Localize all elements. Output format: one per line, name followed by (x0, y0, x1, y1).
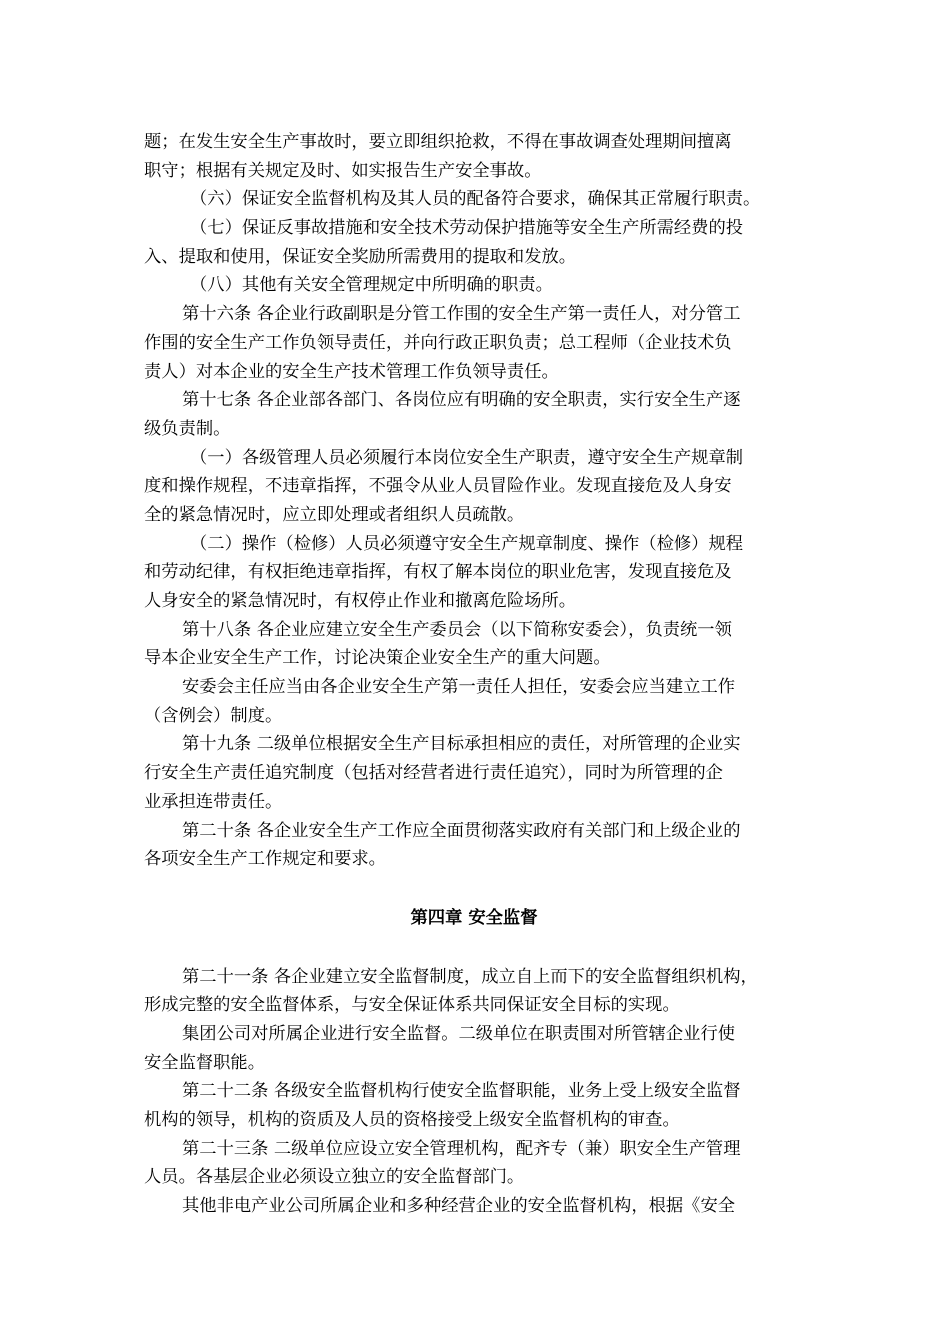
text-line: 责人）对本企业的安全生产技术管理工作负领导责任。 (144, 361, 559, 382)
chapter-heading: 第四章 安全监督 (410, 907, 538, 928)
text-line: 其他非电产业公司所属企业和多种经营企业的安全监督机构，根据《安全 (182, 1196, 736, 1217)
text-line: 级负责制。 (144, 418, 231, 439)
document-page (144, 128, 804, 1221)
text-line: 第十八条 各企业应建立安全生产委员会（以下简称安委会），负责统一领 (182, 619, 732, 640)
text-line: 作围的安全生产工作负领导责任，并向行政正职负责；总工程师（企业技术负 (144, 332, 732, 353)
text-line: 业承担连带责任。 (144, 791, 283, 812)
text-line: 入、提取和使用，保证安全奖励所需费用的提取和发放。 (144, 246, 577, 267)
text-line: 第二十一条 各企业建立安全监督制度，成立自上而下的安全监督组织机构， (182, 966, 758, 987)
text-line: 各项安全生产工作规定和要求。 (144, 849, 386, 870)
text-line: 形成完整的安全监督体系，与安全保证体系共同保证安全目标的实现。 (144, 995, 680, 1016)
paragraph-block-1 (144, 128, 804, 874)
text-line: 第二十条 各企业安全生产工作应全面贯彻落实政府有关部门和上级企业的 (182, 820, 741, 841)
text-line: （七）保证反事故措施和安全技术劳动保护措施等安全生产所需经费的投 (190, 218, 744, 239)
text-line: 职守；根据有关规定及时、如实报告生产安全事故。 (144, 160, 542, 181)
text-line: 机构的领导，机构的资质及人员的资格接受上级安全监督机构的审查。 (144, 1110, 680, 1130)
text-line: 度和操作规程，不违章指挥，不强令从业人员冒险作业。发现直接危及人身安 (144, 476, 732, 497)
text-line: 集团公司对所属企业进行安全监督。二级单位在职责围对所管辖企业行使 (182, 1023, 736, 1044)
text-line: （二）操作（检修）人员必须遵守安全生产规章制度、操作（检修）规程 (190, 533, 744, 554)
text-line: （八）其他有关安全管理规定中所明确的职责。 (190, 275, 553, 296)
text-line: 人身安全的紧急情况时，有权停止作业和撤离危险场所。 (144, 591, 577, 611)
text-line: 第二十二条 各级安全监督机构行使安全监督职能，业务上受上级安全监督 (182, 1081, 741, 1102)
paragraph-block-2 (144, 963, 804, 1221)
text-line: （一）各级管理人员必须履行本岗位安全生产职责，遵守安全生产规章制 (190, 447, 744, 468)
text-line: （含例会）制度。 (144, 705, 283, 726)
text-line: 行安全生产责任追究制度（包括对经营者进行责任追究），同时为所管理的企 (144, 763, 723, 784)
text-line: 安委会主任应当由各企业安全生产第一责任人担任，安委会应当建立工作 (182, 677, 736, 698)
text-line: 导本企业安全生产工作，讨论决策企业安全生产的重大问题。 (144, 648, 611, 669)
text-line: 第十九条 二级单位根据安全生产目标承担相应的责任，对所管理的企业实 (182, 734, 741, 755)
text-line: 全的紧急情况时，应立即处理或者组织人员疏散。 (144, 504, 525, 525)
text-line: 安全监督职能。 (144, 1052, 265, 1073)
text-line: 题；在发生安全生产事故时，要立即组织抢救，不得在事故调查处理期间擅离 (144, 132, 732, 152)
text-line: 第二十三条 二级单位应设立安全管理机构，配齐专（兼）职安全生产管理 (182, 1138, 741, 1159)
text-line: 第十七条 各企业部各部门、各岗位应有明确的安全职责，实行安全生产逐 (182, 390, 741, 411)
text-line: 和劳动纪律，有权拒绝违章指挥，有权了解本岗位的职业危害，发现直接危及 (144, 562, 732, 583)
text-line: 人员。各基层企业必须设立独立的安全监督部门。 (144, 1167, 525, 1188)
text-line: 第十六条 各企业行政副职是分管工作围的安全生产第一责任人，对分管工 (182, 304, 741, 325)
text-line: （六）保证安全监督机构及其人员的配备符合要求，确保其正常履行职责。 (190, 189, 761, 210)
